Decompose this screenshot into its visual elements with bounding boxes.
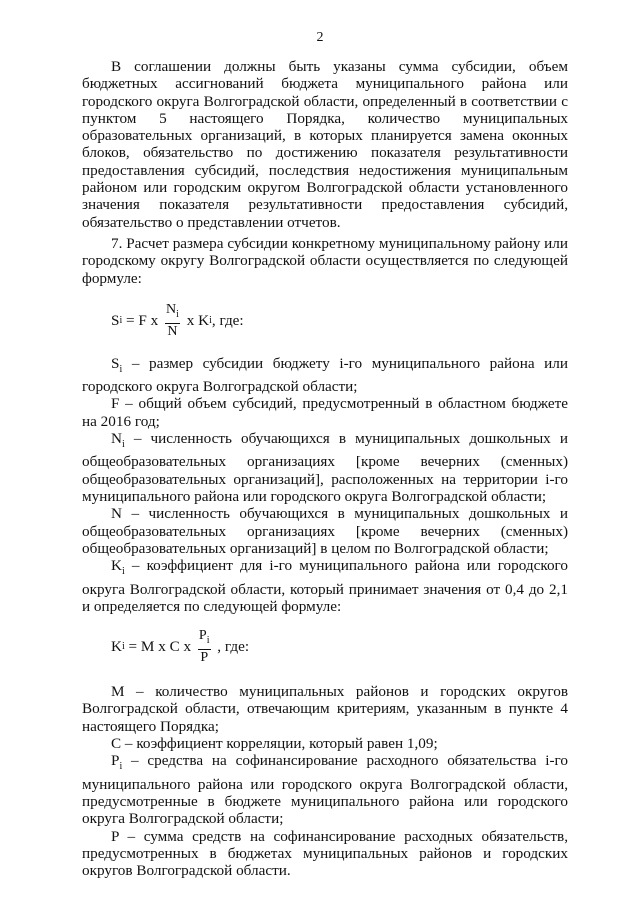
formula-eq: = F x <box>122 312 163 330</box>
definition-n: N – численность обучающихся в муниципальных дошкольных и общеобразовательных организациях [кроме вечерних (сменных) общеобразовательных организаций] в целом по Волгоградской области; <box>82 505 568 557</box>
paragraph-7: 7. Расчет размера субсидии конкретному муниципальному району или городскому округу Волгоградской области осуществляется по следующей формуле: <box>82 234 568 287</box>
page-number: 2 <box>316 30 324 45</box>
formula-lhs-sub: i <box>119 315 123 327</box>
definition-c: C – коэффициент корреляции, который равен 1,09; <box>111 735 438 752</box>
fraction-numerator: $N_i$ <box>165 303 180 324</box>
fraction-denominator: N <box>167 323 178 339</box>
formula-coefficient <box>111 625 568 669</box>
formula2-fraction <box>198 629 211 665</box>
formula-mid: x K <box>182 312 210 330</box>
formula-lhs: S <box>111 312 120 330</box>
formula-mid-sub: i <box>209 315 212 327</box>
formula-subsidy <box>111 299 568 343</box>
definition-p: P – сумма средств на софинансирование расходных обязательств, предусмотренных в бюджетах муниципальных районов и городских округов Волгоградской области. <box>82 827 568 880</box>
definition-si: $S_i$ – размер субсидии бюджету i-го муниципального района или городского округа Волгоградской области; <box>82 354 568 396</box>
definition-f: F – общий объем субсидий, предусмотренный в областном бюджете на 2016 год; <box>82 395 568 430</box>
fraction2-numerator: $P_i$ <box>198 629 211 650</box>
formula2-lhs: K <box>111 638 122 656</box>
formula-fraction <box>165 303 180 339</box>
definition-m: M – количество муниципальных районов и городских округов Волгоградской области, отвечающим критериям, указанным в пункте 4 настоящего Порядка; <box>82 683 568 735</box>
fraction2-denominator: P <box>200 650 209 665</box>
definition-ni: $N_i$ – численность обучающихся в муниципальных дошкольных и общеобразовательных организациях [кроме вечерних (сменных) общеобразовательных организаций], расположенных на территории i-го муниципального района или городского округа Волгоградской области; <box>82 430 568 505</box>
paragraph-agreement: В соглашении должны быть указаны сумма субсидии, объем бюджетных ассигнований бюджета муниципального района или городского округа Волгоградской области, определенный в соответствии с пунктом 5 настоящего Порядка, количество муниципальных образовательных организаций, в которых планируется замена оконных блоков, обязательство по достижению показателя результативности предоставления субсидий, последствия недостижения муниципальным районом или городским округом Волгоградской области установленного значения показателя результативности предоставления субсидий, обязательство о представлении отчетов. <box>82 58 568 231</box>
formula-tail: , где: <box>211 312 244 330</box>
definition-ki: $K_i$ – коэффициент для i-го муниципального района или городского округа Волгоградской области, который принимает значения от 0,4 до 2,1 и определяется по следующей формуле: <box>82 557 568 615</box>
formula2-eq: = M x C x <box>124 638 195 656</box>
document-body <box>82 58 568 879</box>
definition-pi: $P_i$ – средства на софинансирование расходного обязательства i-го муниципального района или городского округа Волгоградской области, предусмотренные в бюджете муниципального района или городского округа Волгоградской области; <box>82 752 568 828</box>
formula2-tail: , где: <box>213 638 250 656</box>
formula2-lhs-sub: i <box>121 641 125 653</box>
